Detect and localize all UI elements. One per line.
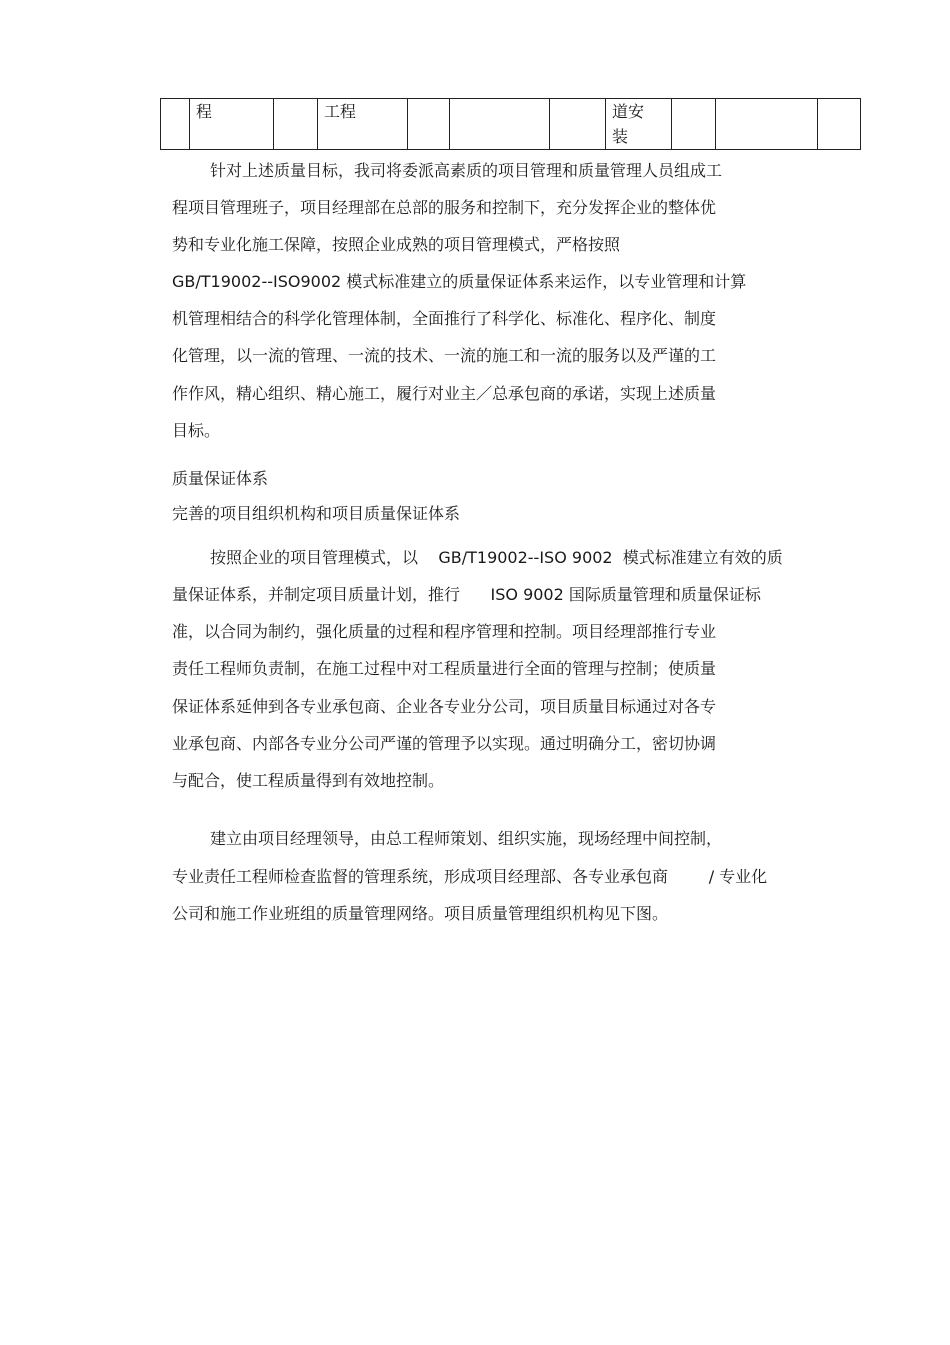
paragraph-3-line: 建立由项目经理领导，由总工程师策划、组织实施，现场经理中间控制， (210, 829, 723, 848)
table-cell (716, 99, 818, 150)
table-cell (550, 99, 606, 150)
paragraph-3-line: 公司和施工作业班组的质量管理网络。项目质量管理组织机构见下图。 (172, 904, 669, 923)
table-cell: 道安装 (606, 99, 672, 150)
table-cell: 工程 (318, 99, 408, 150)
table-cell (408, 99, 450, 150)
table-fragment (160, 98, 861, 150)
table-row (161, 99, 861, 150)
paragraph-1-line: 针对上述质量目标，我司将委派高素质的项目管理和质量管理人员组成工 (210, 161, 723, 180)
paragraph-2-line: 与配合，使工程质量得到有效地控制。 (172, 771, 445, 790)
paragraph-1-line: GB/T19002--ISO9002 模式标准建立的质量保证体系来运作，以专业管理和计算 (172, 272, 747, 291)
table-cell (818, 99, 861, 150)
table-cell (450, 99, 550, 150)
paragraph-2-line: 按照企业的项目管理模式，以 GB/T19002--ISO 9002 模式标准建立有效的质 (210, 548, 783, 567)
paragraph-3-line: 专业责任工程师检查监督的管理系统，形成项目经理部、各专业承包商 / 专业化 (172, 867, 768, 886)
paragraph-2-line: 保证体系延伸到各专业承包商、企业各专业分公司，项目质量目标通过对各专 (172, 697, 717, 716)
subsection-heading: 完善的项目组织机构和项目质量保证体系 (172, 504, 461, 523)
paragraph-1-line: 化管理，以一流的管理、一流的技术、一流的施工和一流的服务以及严谨的工 (172, 346, 717, 365)
paragraph-1-line: 程项目管理班子，项目经理部在总部的服务和控制下，充分发挥企业的整体优 (172, 198, 717, 217)
paragraph-2-line: 业承包商、内部各专业分公司严谨的管理予以实现。通过明确分工，密切协调 (172, 734, 717, 753)
table-cell: 程 (190, 99, 274, 150)
section-heading: 质量保证体系 (172, 469, 269, 488)
table-cell (672, 99, 716, 150)
paragraph-1-line: 作作风，精心组织、精心施工，履行对业主／总承包商的承诺，实现上述质量 (172, 384, 717, 403)
paragraph-1-line: 势和专业化施工保障，按照企业成熟的项目管理模式，严格按照 (172, 235, 621, 254)
paragraph-1-line: 目标。 (172, 421, 221, 440)
paragraph-2-line: 责任工程师负责制，在施工过程中对工程质量进行全面的管理与控制；使质量 (172, 659, 717, 678)
table-cell (161, 99, 190, 150)
paragraph-2-line: 准，以合同为制约，强化质量的过程和程序管理和控制。项目经理部推行专业 (172, 622, 717, 641)
table-cell (274, 99, 318, 150)
paragraph-2-line: 量保证体系，并制定项目质量计划，推行 ISO 9002 国际质量管理和质量保证标 (172, 585, 761, 604)
paragraph-1-line: 机管理相结合的科学化管理体制，全面推行了科学化、标准化、程序化、制度 (172, 309, 717, 328)
